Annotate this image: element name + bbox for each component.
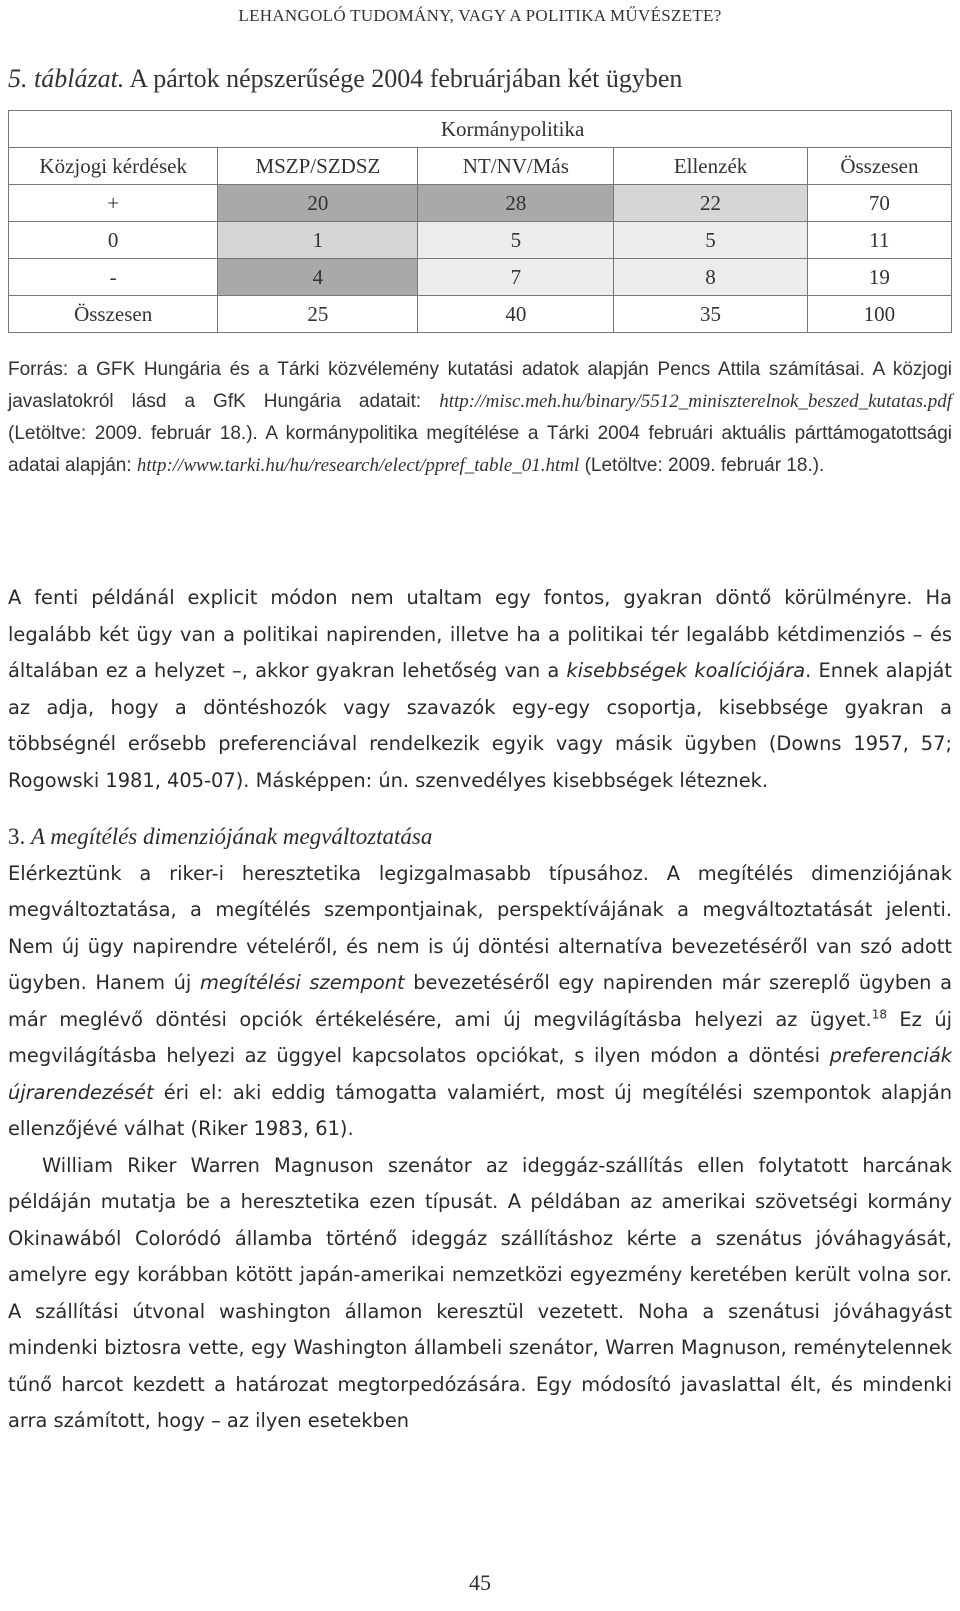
table-column-header: Ellenzék	[614, 148, 808, 185]
table-cell: 70	[807, 185, 951, 222]
section-number: 3.	[8, 824, 26, 849]
paragraph: William Riker Warren Magnuson szenátor az ideggáz-szállítás ellen folytatott harcának példáján mutatja be a heresztetika ezen típusát. A példában az amerikai szövetségi kormány Okinawából Coloródó államba történő ideggáz szállításhoz kérte a szenátus jóváhagyását, amelyre egy korábban kötött japán-amerikai nemzetközi egyezmény keretében került volna sor. A szállítási útvonal washington államon keresztül vezetett. Noha a szenátusi jóváhagyást mindenki biztosra vette, egy Washington állambeli szenátor, Warren Magnuson, reménytelennek tűnő harcot kezdett a határozat megtorpedózására. Egy módosító javaslattal élt, és mindenki arra számított, hogy – az ilyen esetekben	[8, 1153, 952, 1432]
table-cell: 100	[807, 296, 951, 333]
page-number: 45	[469, 1570, 491, 1595]
table-cell: 19	[807, 259, 951, 296]
table-column-header: Összesen	[807, 148, 951, 185]
running-header: LEHANGOLÓ TUDOMÁNY, VAGY A POLITIKA MŰVÉSZETE?	[238, 6, 722, 25]
table-cell: 5	[614, 222, 808, 259]
table-column-header: NT/NV/Más	[418, 148, 614, 185]
table-caption-number: 5. táblázat.	[8, 64, 125, 93]
source-url-link[interactable]: http://www.tarki.hu/hu/research/elect/ppref_table_01.html	[136, 455, 580, 476]
paragraph: Elérkeztünk a riker-i heresztetika legizgalmasabb típusához. A megítélés dimenziójának megváltoztatása, a megítélés szempontjainak, perspektívájának a megváltoztatását jelenti. Nem új ügy napirendre vételéről, és nem is új döntési alternatíva bevezetéséről van szó adott ügyben. Hanem új megítélési szempont bevezetéséről egy napirenden már szereplő ügyben a már meglévő döntési opciók értékelésére, ami új megvilágításba helyezi az ügyet.$^{18}$ Ez új megvilágításba helyezi az üggyel kapcsolatos opciókat, s ilyen módon a döntési preferenciák újrarendezését éri el: aki eddig támogatta valamiért, most új megítélési szempontok alapján ellenzőjévé válhat (Riker 1983, 61).	[8, 861, 952, 1140]
emphasis: preferenciák újrarendezését	[8, 1044, 952, 1104]
emphasis: megítélési szempont	[199, 971, 405, 994]
table-column-header: Közjogi kérdések	[9, 148, 218, 185]
table-row-label: +	[9, 185, 218, 222]
table-cell: 5	[418, 222, 614, 259]
table-row	[9, 185, 952, 222]
source-url-link[interactable]: http://misc.meh.hu/binary/5512_miniszterelnok_beszed_kutatas.pdf	[439, 391, 952, 412]
party-popularity-table	[8, 110, 952, 333]
body-text	[8, 580, 952, 1440]
table-cell: 1	[218, 222, 418, 259]
table-cell: 11	[807, 222, 951, 259]
table-caption-title: A pártok népszerűsége 2004 februárjában két ügyben	[129, 64, 683, 93]
table-total-row	[9, 296, 952, 333]
section-title: A megítélés dimenziójának megváltoztatása	[31, 824, 433, 849]
table-group-header: Kormánypolitika	[218, 111, 807, 148]
table-group-header-row	[9, 111, 952, 148]
table-row-label: 0	[9, 222, 218, 259]
paragraph: A fenti példánál explicit módon nem utaltam egy fontos, gyakran döntő körülményre. Ha legalább két ügy van a politikai napirenden, illetve ha a politikai tér legalább kétdimenziós – és általában ez a helyzet –, akkor gyakran lehetőség van a kisebbségek koalíciójára. Ennek alapját az adja, hogy a döntéshozók vagy szavazók egy-egy csoportja, kisebbsége gyakran a többségnél erősebb preferenciával rendelkezik egyik vagy másik ügyben (Downs 1957, 57; Rogowski 1981, 405-07). Másképpen: ún. szenvedélyes kisebbségek léteznek.	[8, 586, 952, 792]
source-date: (Letöltve: 2009. február 18.).	[579, 455, 825, 476]
table-cell: 8	[614, 259, 808, 296]
footnote-marker[interactable]: 18	[871, 1007, 887, 1022]
table-cell: 7	[418, 259, 614, 296]
table-source-note	[8, 354, 952, 482]
table-cell: 22	[614, 185, 808, 222]
table-row	[9, 259, 952, 296]
table-caption	[8, 64, 682, 94]
table-column-header: MSZP/SZDSZ	[218, 148, 418, 185]
section-heading	[8, 819, 952, 856]
table-row-label: Összesen	[9, 296, 218, 333]
table-row	[9, 222, 952, 259]
table-cell-empty	[9, 111, 218, 148]
source-date: (Letöltve: 2009. február 18.).	[8, 423, 266, 444]
source-text: Forrás: a GFK Hungária és a Tárki közvélemény kutatási adatok alapján Pencs Attila számításai. A közjogi javaslatokról lásd a GfK Hungária adatait:	[8, 359, 952, 412]
emphasis: kisebbségek koalíciójára	[566, 659, 806, 682]
table-cell: 4	[218, 259, 418, 296]
table-cell: 35	[614, 296, 808, 333]
source-text: A kormánypolitika megítélése a Tárki 2004 februári aktuális párttámogatottsági adatai alapján:	[8, 423, 952, 476]
table-header-row	[9, 148, 952, 185]
table-cell: 28	[418, 185, 614, 222]
table-cell-empty	[807, 111, 951, 148]
table-row-label: -	[9, 259, 218, 296]
table-cell: 20	[218, 185, 418, 222]
table-cell: 25	[218, 296, 418, 333]
table-cell: 40	[418, 296, 614, 333]
